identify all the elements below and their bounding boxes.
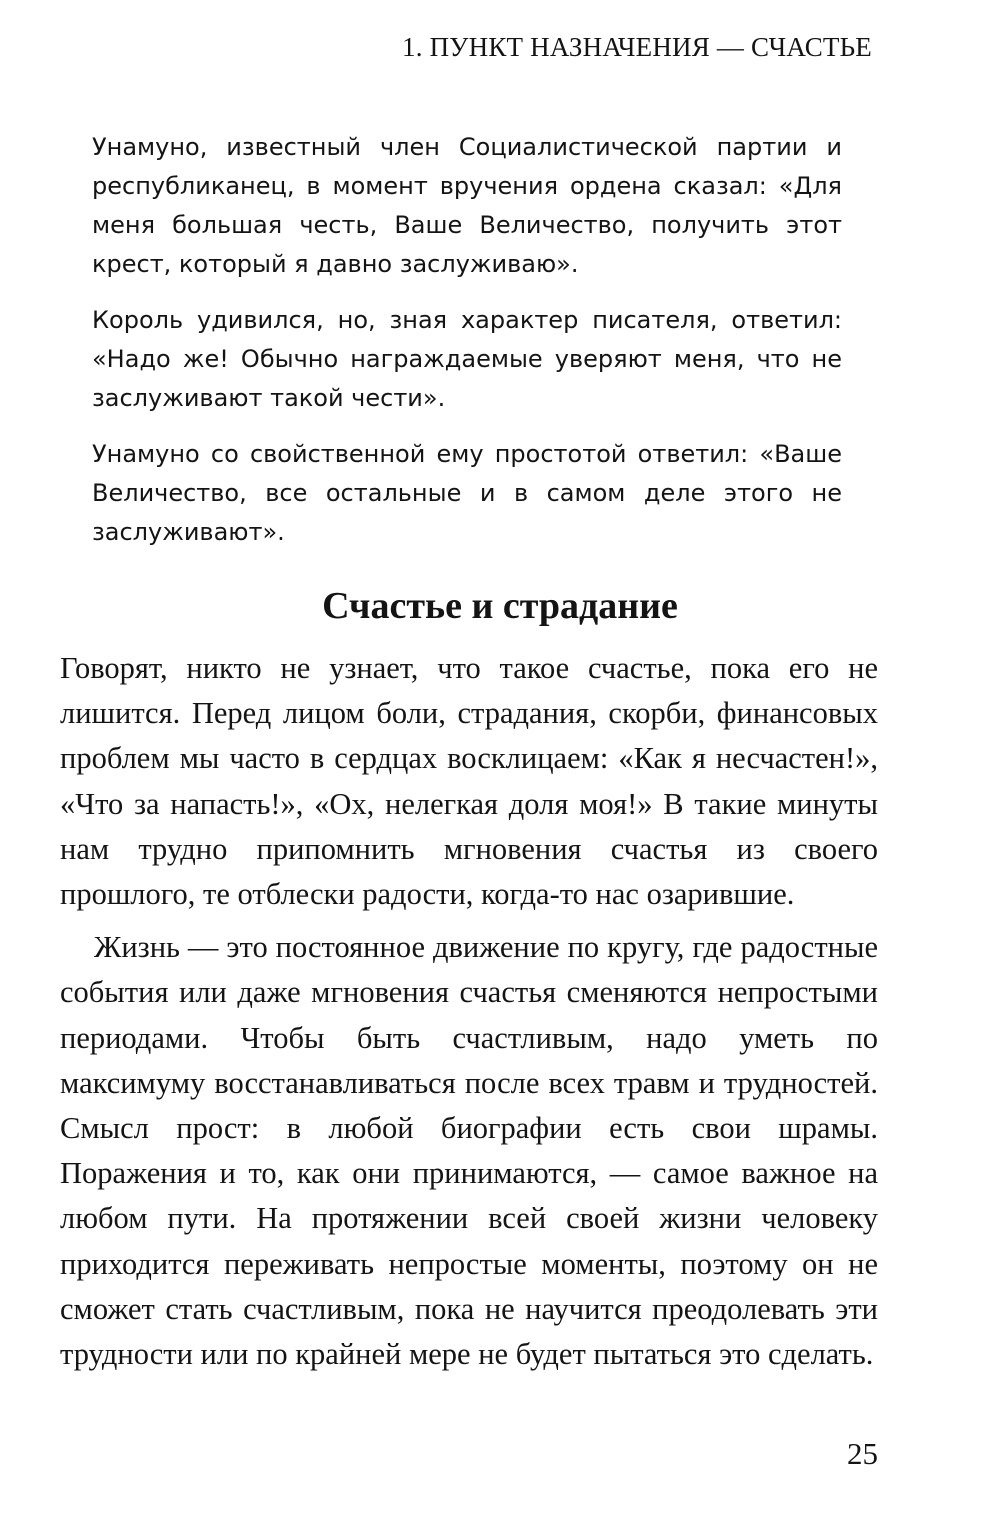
sidebar-paragraph: Король удивился, но, зная характер писателя, ответил: «Надо же! Обычно награждаемые уверяют меня, что не заслуживают такой чести». — [92, 306, 842, 412]
running-header: 1. ПУНКТ НАЗНАЧЕНИЯ — СЧАСТЬЕ — [402, 32, 872, 62]
anecdote-sidebar — [92, 128, 842, 569]
sidebar-paragraph: Унамуно, известный член Социалистической партии и республиканец, в момент вручения ордена сказал: «Для меня большая честь, Ваше Величество, получить этот крест, который я давно заслуживаю». — [92, 133, 842, 278]
section-title: Счастье и страдание — [322, 585, 678, 627]
page-number: 25 — [847, 1436, 878, 1471]
section-body — [60, 646, 878, 1385]
body-paragraph: Жизнь — это постоянное движение по кругу, где радостные события или даже мгновения счастья сменяются непростыми периодами. Чтобы быть счастливым, надо уметь по максимуму восстанавливаться после всех травм и трудностей. Смысл прост: в любой биографии есть свои шрамы. Поражения и то, как они принимаются, — самое важное на любом пути. На протяжении всей своей жизни человеку приходится переживать непростые моменты, поэтому он не сможет стать счастливым, пока не научится преодолевать эти трудности или по крайней мере не будет пытаться это сделать. — [60, 930, 878, 1372]
sidebar-paragraph: Унамуно со свойственной ему простотой ответил: «Ваше Величество, все остальные и в самом деле этого не заслуживают». — [92, 440, 842, 546]
body-paragraph: Говорят, никто не узнает, что такое счастье, пока его не лишится. Перед лицом боли, страдания, скорби, финансовых проблем мы часто в сердцах восклицаем: «Как я несчастен!», «Что за напасть!», «Ох, нелегкая доля моя!» В такие минуты нам трудно припомнить мгновения счастья из своего прошлого, те отблески радости, когда-то нас озарившие. — [60, 651, 878, 912]
